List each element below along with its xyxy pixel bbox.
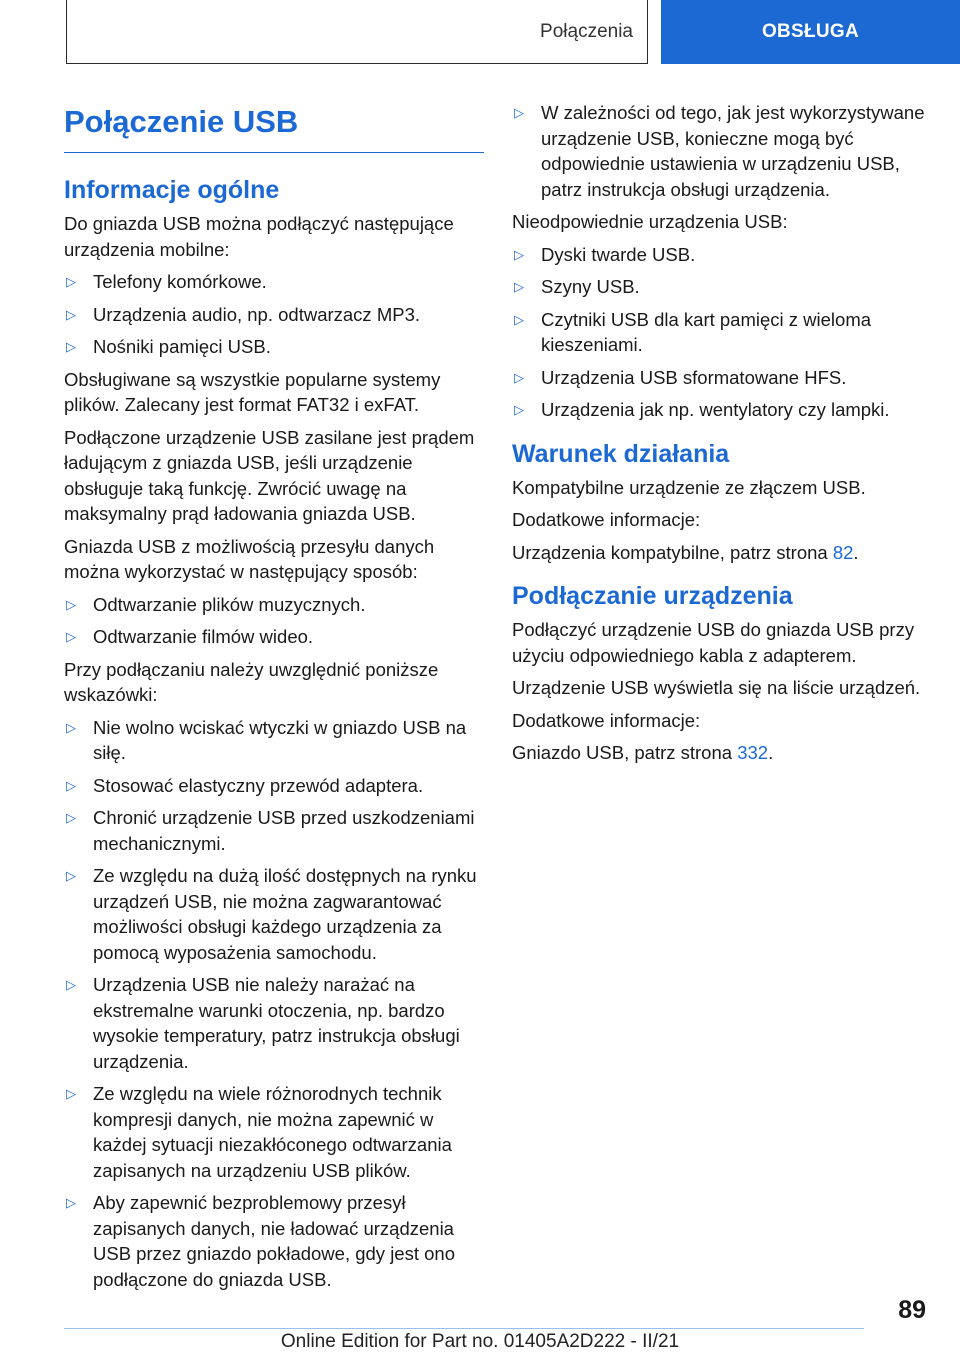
list-item: [512, 100, 932, 202]
page-link-332[interactable]: 332: [737, 742, 769, 763]
paragraph: Dodatkowe informacje:: [512, 509, 701, 530]
bullet-list: [64, 715, 484, 1293]
bullet-list: [512, 242, 932, 423]
list-item: [512, 365, 932, 391]
paragraph: Podłączone urządzenie USB zasilane jest prądem ładującym z gniazda USB, jeśli urządzenie obsługuje taką funkcję. Zwrócić uwagę na maksymalny prąd ładowania gniazda USB.: [64, 426, 475, 524]
list-item-text: Ze względu na dużą ilość dostępnych na rynku urządzeń USB, nie można zagwarantować możliwości obsługi każdego urządzenia za pomocą wyposażenia samochodu.: [93, 865, 477, 963]
triangle-bullet-icon: ▷: [514, 279, 524, 294]
list-item: [64, 863, 484, 965]
page-title: Połączenie USB: [64, 100, 484, 153]
list-item-text: Dyski twarde USB.: [541, 243, 696, 265]
list-item-text: Chronić urządzenie USB przed uszkodzeniami mechanicznymi.: [93, 807, 475, 854]
left-column: [64, 100, 484, 1299]
page-link-82[interactable]: 82: [832, 541, 854, 563]
triangle-bullet-icon: ▷: [66, 339, 76, 354]
triangle-bullet-icon: ▷: [66, 1195, 76, 1210]
triangle-bullet-icon: ▷: [66, 868, 76, 883]
footer-edition: Online Edition for Part no. 01405A2D222 - II/21: [280, 1331, 680, 1352]
list-item-text: Urządzenia audio, np. odtwarzacz MP3.: [93, 303, 421, 325]
list-item: [64, 302, 484, 328]
page-number: 89: [898, 1296, 926, 1324]
paragraph: Przy podłączaniu należy uwzględnić poniższe wskazówki:: [64, 658, 439, 705]
triangle-bullet-icon: ▷: [66, 306, 76, 322]
list-item: [64, 715, 484, 766]
header-section: [66, 0, 648, 64]
bullet-list: [64, 269, 484, 360]
list-item-text: Urządzenia jak np. wentylatory czy lampki.: [541, 399, 890, 420]
paragraph: Obsługiwane są wszystkie popularne systemy plików. Zalecany jest format FAT32 i exFAT.: [64, 368, 441, 415]
paragraph: Gniazda USB z możliwością przesyłu danych można wykorzystać w następujący sposób:: [64, 535, 435, 582]
paragraph: Do gniazda USB można podłączyć następujące urządzenia mobilne:: [64, 213, 454, 260]
list-item-text: Odtwarzanie plików muzycznych.: [93, 593, 366, 615]
paragraph-ref: [512, 540, 932, 566]
bullet-list: [64, 592, 484, 650]
header-chapter-label: OBSŁUGA: [761, 21, 860, 42]
triangle-bullet-icon: ▷: [514, 311, 524, 327]
list-item: [64, 1190, 484, 1292]
triangle-bullet-icon: ▷: [514, 246, 524, 262]
paragraph: Kompatybilne urządzenie ze złączem USB.: [512, 476, 866, 498]
paragraph: Dodatkowe informacje:: [512, 709, 701, 731]
list-item-text: Aby zapewnić bezproblemowy przesył zapisanych danych, nie ładować urządzenia USB przez gniazdo pokładowe, gdy jest ono podłączone do gniazda USB.: [93, 1192, 455, 1290]
triangle-bullet-icon: ▷: [66, 629, 76, 644]
list-item: [64, 773, 484, 799]
list-item-text: Nie wolno wciskać wtyczki w gniazdo USB na siłę.: [93, 716, 467, 763]
ref-text: Urządzenia kompatybilne, patrz strona: [512, 541, 833, 563]
right-column: [512, 100, 932, 773]
paragraph: Urządzenie USB wyświetla się na liście urządzeń.: [512, 677, 921, 698]
triangle-bullet-icon: ▷: [514, 105, 524, 120]
list-item-text: Szyny USB.: [541, 276, 640, 297]
triangle-bullet-icon: ▷: [66, 777, 76, 793]
header-chapter-tab[interactable]: [661, 0, 960, 64]
heading-informacje: Informacje ogólne: [64, 176, 280, 204]
list-item-text: Nośniki pamięci USB.: [93, 336, 271, 357]
triangle-bullet-icon: ▷: [66, 977, 76, 992]
triangle-bullet-icon: ▷: [66, 596, 76, 612]
paragraph: Nieodpowiednie urządzenia USB:: [512, 211, 788, 232]
bullet-list: [512, 100, 932, 202]
list-item-text: Ze względu na wiele różnorodnych technik kompresji danych, nie można zapewnić w każdej sytuacji niezakłóconego odtwarzania zapisanych na urządzeniu USB plików.: [93, 1083, 452, 1181]
list-item-text: Urządzenia USB sformatowane HFS.: [541, 366, 847, 388]
footer-divider: [64, 1328, 864, 1329]
list-item-text: Odtwarzanie filmów wideo.: [93, 626, 314, 647]
list-item: [512, 397, 932, 423]
list-item: [512, 274, 932, 300]
paragraph-ref: [512, 740, 932, 766]
list-item-text: Telefony komórkowe.: [93, 271, 267, 292]
triangle-bullet-icon: ▷: [66, 719, 76, 735]
list-item: [512, 307, 932, 358]
triangle-bullet-icon: ▷: [66, 274, 76, 289]
list-item-text: Stosować elastyczny przewód adaptera.: [93, 774, 424, 796]
triangle-bullet-icon: ▷: [514, 369, 524, 385]
ref-end: .: [853, 541, 859, 563]
list-item-text: Czytniki USB dla kart pamięci z wieloma kieszeniami.: [541, 308, 872, 355]
heading-podlaczanie: Podłączanie urządzenia: [512, 582, 793, 610]
list-item-text: W zależności od tego, jak jest wykorzystywane urządzenie USB, konieczne mogą być odpowiednie ustawienia w urządzeniu USB, patrz instrukcja obsługi urządzenia.: [541, 102, 925, 200]
paragraph: Podłączyć urządzenie USB do gniazda USB przy użyciu odpowiedniego kabla z adapterem.: [512, 619, 915, 666]
heading-warunek: Warunek działania: [512, 439, 730, 468]
ref-text: Gniazdo USB, patrz strona: [512, 742, 738, 763]
list-item: [64, 1081, 484, 1183]
list-item: [64, 805, 484, 856]
header-section-label: Połączenia: [540, 20, 633, 42]
triangle-bullet-icon: ▷: [514, 402, 524, 417]
list-item: [64, 624, 484, 650]
triangle-bullet-icon: ▷: [66, 810, 76, 825]
list-item: [64, 334, 484, 360]
triangle-bullet-icon: ▷: [66, 1086, 76, 1101]
list-item-text: Urządzenia USB nie należy narażać na ekstremalne warunki otoczenia, np. bardzo wysokie temperatury, patrz instrukcja obsługi urządzenia.: [93, 974, 460, 1072]
list-item: [512, 242, 932, 268]
list-item: [64, 269, 484, 295]
list-item: [64, 972, 484, 1074]
ref-end: .: [768, 742, 774, 763]
list-item: [64, 592, 484, 618]
